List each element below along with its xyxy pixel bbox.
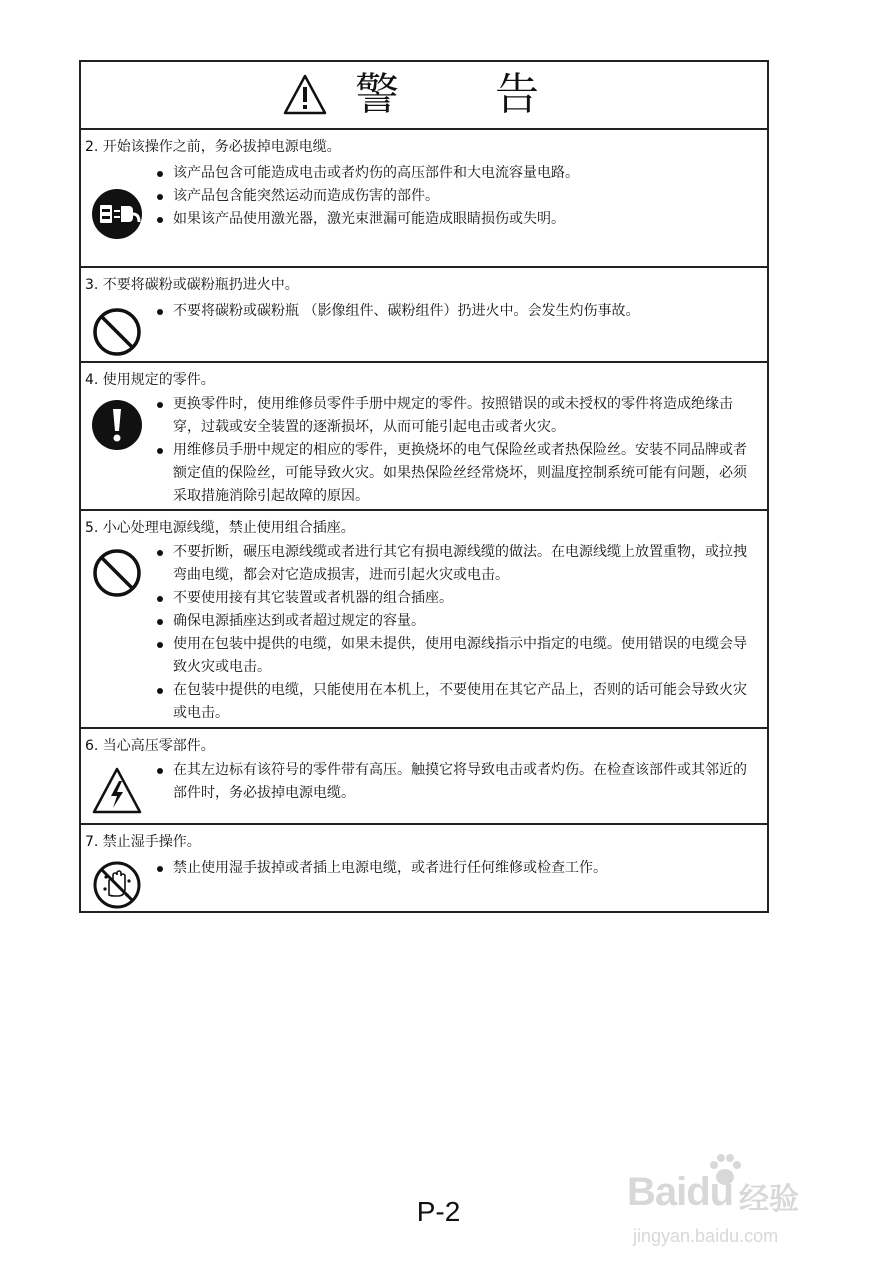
- section-title: 7. 禁止湿手操作。: [85, 834, 201, 850]
- watermark-product: 经验: [739, 1183, 799, 1216]
- section-specified-parts: [81, 363, 767, 511]
- list-item: 在其左边标有该符号的零件带有高压。触摸它将导致电击或者灼伤。在检查该部件或其邻近的部件时，务必拔掉电源电缆。: [155, 759, 757, 805]
- no-wet-hands-icon: [91, 859, 143, 911]
- list-item: 不要折断，碾压电源线缆或者进行其它有损电源线缆的做法。在电源线缆上放置重物，或拉拽弯曲电缆，都会对它造成损害，进而引起火灾或电击。: [155, 541, 757, 587]
- high-voltage-icon: [91, 765, 143, 817]
- section-wet-hands: [81, 825, 767, 915]
- section-title: 6. 当心高压零部件。: [85, 738, 215, 754]
- list-item: 不要使用接有其它装置或者机器的组合插座。: [155, 587, 757, 610]
- list-item: 更换零件时，使用维修员零件手册中规定的零件。按照错误的或未授权的零件将造成绝缘击穿，过载或安全装置的逐渐损坏，从而可能引起电击或者火灾。: [155, 393, 757, 439]
- watermark-logo: Baidu: [627, 1170, 734, 1214]
- page-number: P-2: [416, 1196, 461, 1227]
- section-title: 3. 不要将碳粉或碳粉瓶扔进火中。: [85, 277, 299, 293]
- list-item: 使用在包装中提供的电缆，如果未提供，使用电源线指示中指定的电缆。使用错误的电缆会导致火灾或电击。: [155, 633, 757, 679]
- list-item: 用维修员手册中规定的相应的零件，更换烧坏的电气保险丝或者热保险丝。安装不同品牌或者额定值的保险丝，可能导致火灾。如果热保险丝经常烧坏，则温度控制系统可能有问题，必须采取措施消除引起故障的原因。: [155, 439, 757, 508]
- section-unplug: [81, 130, 767, 268]
- warning-box: [79, 60, 769, 913]
- exclamation-icon: [91, 399, 143, 451]
- list-item: 确保电源插座达到或者超过规定的容量。: [155, 610, 757, 633]
- section-power-cable: [81, 511, 767, 729]
- section-title: 2. 开始该操作之前，务必拔掉电源电缆。: [85, 139, 341, 155]
- warning-header: [81, 62, 767, 130]
- list-item: 如果该产品使用激光器，激光束泄漏可能造成眼睛损伤或失明。: [155, 208, 757, 231]
- prohibition-icon: [91, 306, 143, 358]
- list-item: 在包装中提供的电缆，只能使用在本机上，不要使用在其它产品上，否则的话可能会导致火灾或电击。: [155, 679, 757, 725]
- list-item: 不要将碳粉或碳粉瓶 （影像组件、碳粉组件）扔进火中。会发生灼伤事故。: [155, 300, 757, 323]
- warning-triangle-icon: [283, 73, 327, 117]
- watermark-url: jingyan.baidu.com: [633, 1226, 779, 1246]
- list-item: 禁止使用湿手拔掉或者插上电源电缆，或者进行任何维修或检查工作。: [155, 857, 757, 880]
- warning-title: 警 告: [355, 69, 565, 120]
- list-item: 该产品包含可能造成电击或者灼伤的高压部件和大电流容量电路。: [155, 162, 757, 185]
- list-item: 该产品包含能突然运动而造成伤害的部件。: [155, 185, 757, 208]
- section-toner-fire: [81, 268, 767, 363]
- section-title: 4. 使用规定的零件。: [85, 372, 215, 388]
- prohibition-icon: [91, 547, 143, 599]
- baidu-watermark: [619, 1150, 829, 1260]
- section-high-voltage: [81, 729, 767, 825]
- unplug-icon: [91, 188, 143, 240]
- section-title: 5. 小心处理电源线缆，禁止使用组合插座。: [85, 520, 355, 536]
